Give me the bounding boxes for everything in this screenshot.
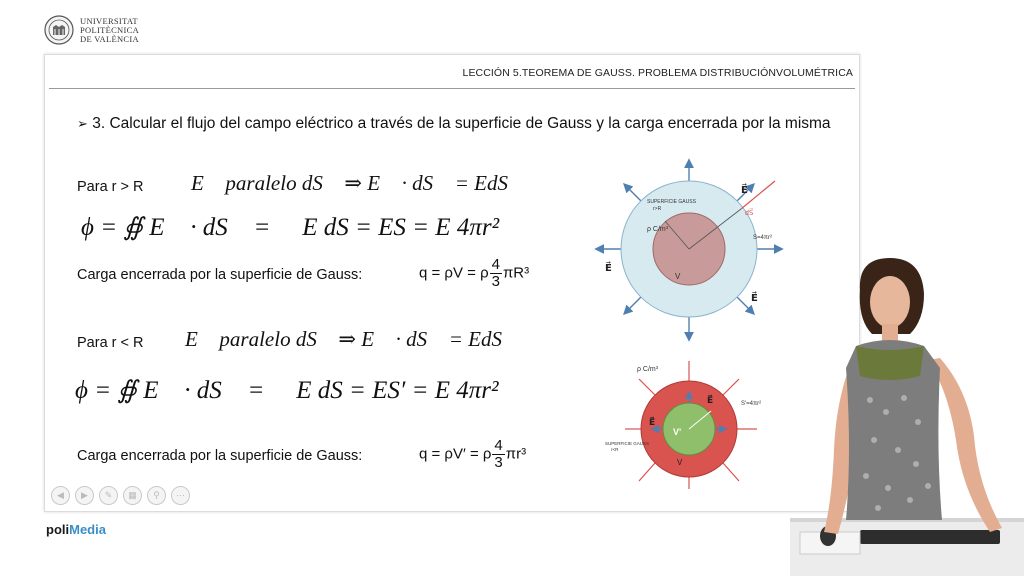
diagram1-e-label-3: E⃗ — [751, 293, 758, 304]
diagram1-v-label: V — [675, 272, 681, 281]
diagram1-r-label: r>R — [653, 206, 662, 212]
gauss-diagram-inside — [591, 359, 787, 491]
case2-parallel-eq: E⃗ paralelo dS⃗ ⇒ E⃗ · dS⃗ = EdS — [185, 327, 502, 351]
bullet-arrow-icon: ➢ — [77, 116, 88, 131]
diagram2-r-label: r<R — [611, 447, 619, 452]
diagram2-vp-label: V' — [673, 427, 682, 437]
zoom-icon[interactable]: ⚲ — [147, 486, 166, 505]
previous-icon[interactable]: ◀ — [51, 486, 70, 505]
slide-controls — [51, 486, 190, 505]
diagram1-ds-label: dS⃗ — [745, 210, 754, 217]
case2-charge-label: Carga encerrada por la superficie de Gauss: — [77, 448, 363, 464]
diagram2-gauss-label: SUPERFICIE GAUSS — [605, 441, 650, 446]
diagram1-e-label-1: E⃗ — [741, 185, 748, 196]
diagram2-v-label: V — [677, 458, 683, 467]
case2-flux-eq: ϕ = ∯ E⃗ · dS⃗ = ∯ E dS = ES′ = E 4πr² — [75, 377, 499, 404]
pen-icon[interactable]: ✎ — [99, 486, 118, 505]
university-logo — [44, 15, 139, 45]
diagram1-gauss-label: SUPERFICIE GAUSS — [647, 199, 696, 205]
case2-charge-formula: q = ρV′ = ρ $\frac{4}{3}$ πr³ — [419, 437, 527, 471]
case1-parallel-eq: E⃗ paralelo dS⃗ ⇒ E⃗ · dS⃗ = EdS — [191, 171, 508, 195]
case1-charge-label: Carga encerrada por la superficie de Gauss: — [77, 267, 363, 283]
diagram1-rho-label: ρ C/m³ — [647, 226, 669, 233]
case2-label: Para r < R — [77, 335, 144, 351]
diagram1-s-label: S=4πr² — [753, 235, 772, 241]
polimedia-logo: poliMedia — [46, 522, 106, 537]
header-divider — [49, 88, 855, 89]
point3-text: ➢ 3. Calcular el flujo del campo eléctrico a través de la superficie de Gauss y la carga encerrada por la misma — [77, 115, 831, 132]
diagram2-e-label-2: E⃗ — [649, 417, 656, 427]
diagram1-e-label-2: E⃗ — [605, 263, 612, 274]
case1-label: Para r > R — [77, 179, 144, 195]
case1-charge-formula: q = ρV = ρ $\frac{4}{3}$ πR³ — [419, 256, 530, 290]
diagram2-s-label: S'=4πr² — [741, 401, 762, 407]
menu-icon[interactable]: ⋯ — [171, 486, 190, 505]
diagram2-rho-label: ρ C/m³ — [637, 366, 659, 373]
presenter-figure — [790, 250, 1024, 576]
university-seal-icon — [44, 15, 74, 45]
next-icon[interactable]: ▶ — [75, 486, 94, 505]
diagram2-e-label: E⃗ — [707, 395, 714, 405]
case1-flux-eq: ϕ = ∯ E⃗ · dS⃗ = ∯ E dS = ES = E 4πr² — [81, 214, 500, 241]
lesson-header: LECCIÓN 5.TEOREMA DE GAUSS. PROBLEMA DISTRIBUCIÓNVOLUMÉTRICA — [462, 67, 853, 79]
slide — [44, 54, 860, 512]
university-name: UNIVERSITAT POLITÈCNICA DE VALÈNCIA — [80, 15, 140, 44]
slides-icon[interactable]: ▦ — [123, 486, 142, 505]
gauss-diagram-outside — [591, 155, 787, 343]
